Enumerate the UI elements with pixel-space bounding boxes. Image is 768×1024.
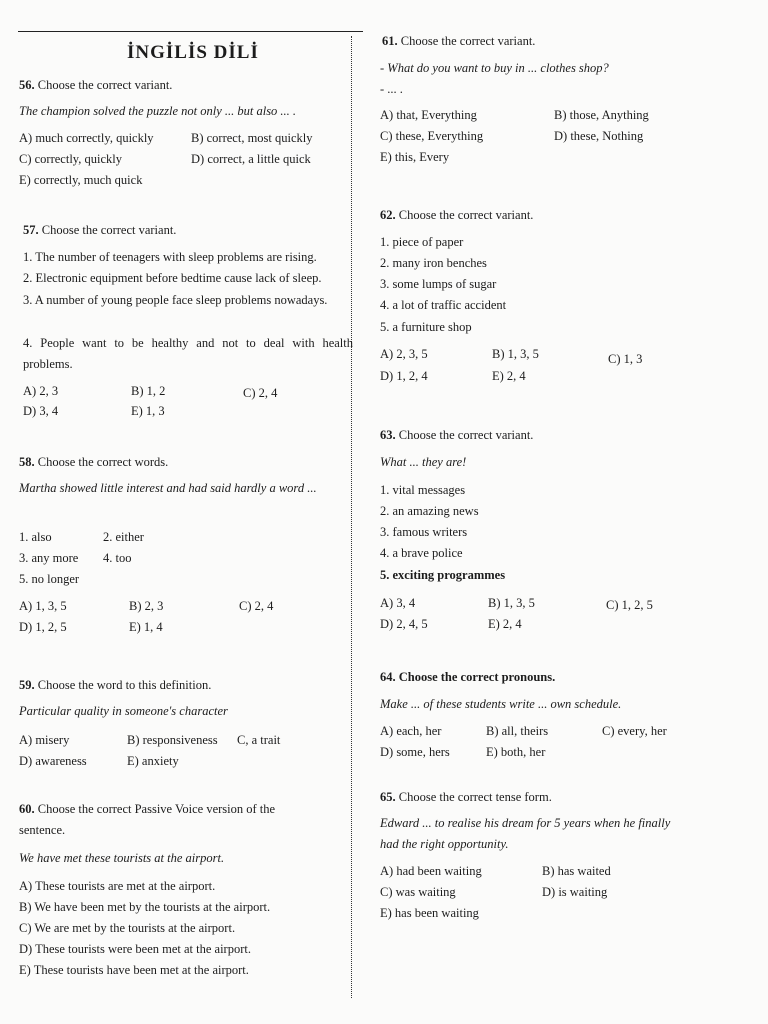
option-c[interactable]: C) was waiting — [380, 885, 456, 899]
option-d[interactable]: D) awareness — [19, 754, 87, 768]
option-e[interactable]: E) both, her — [486, 745, 546, 759]
option-b[interactable]: B) 1, 3, 5 — [492, 347, 539, 361]
option-b[interactable]: B) responsiveness — [127, 733, 218, 747]
column-divider — [351, 36, 352, 998]
question-sentence: What ... they are! — [380, 455, 467, 469]
question-prompt-continued: sentence. — [19, 823, 66, 837]
option-b[interactable]: B) all, theirs — [486, 724, 549, 738]
statement-3: 3. famous writers — [380, 525, 468, 539]
option-a[interactable]: A) each, her — [380, 724, 442, 738]
question-prompt: Choose the correct tense form. — [398, 790, 552, 804]
question-prompt: Choose the correct pronouns. — [398, 670, 556, 684]
question-prompt: Choose the correct variant. — [41, 223, 177, 237]
page-title: İNGİLİS DİLİ — [127, 42, 259, 63]
question-sentence: We have met these tourists at the airport. — [19, 851, 225, 865]
statement-2: 2. an amazing news — [380, 504, 479, 518]
question-prompt: Choose the correct variant. — [37, 78, 173, 92]
option-c[interactable]: C) 2, 4 — [243, 386, 278, 400]
question-prompt: Choose the correct words. — [37, 455, 169, 469]
word-3: 3. any more — [19, 551, 79, 565]
statement-1: 1. The number of teenagers with sleep problems are rising. — [23, 250, 317, 264]
dialogue-line-1: - What do you want to buy in ... clothes shop? — [380, 61, 609, 75]
question-sentence-continued: had the right opportunity. — [380, 837, 509, 851]
question-number: 57. — [23, 223, 39, 237]
option-e[interactable]: E) anxiety — [127, 754, 179, 768]
option-c[interactable]: C) these, Everything — [380, 129, 484, 143]
option-a[interactable]: A) that, Everything — [380, 108, 477, 122]
option-e[interactable]: E) 2, 4 — [492, 369, 526, 383]
question-sentence: Martha showed little interest and had said hardly a word ... — [19, 481, 317, 495]
option-c[interactable]: C) 1, 2, 5 — [606, 598, 653, 612]
question-sentence: Particular quality in someone's character — [19, 704, 228, 718]
statement-2: 2. Electronic equipment before bedtime cause lack of sleep. — [23, 271, 322, 285]
option-c[interactable]: C) 1, 3 — [608, 352, 643, 366]
question-prompt: Choose the correct Passive Voice version of the — [37, 802, 276, 816]
option-d[interactable]: D) these, Nothing — [554, 129, 644, 143]
statement-2: 2. many iron benches — [380, 256, 487, 270]
option-b[interactable]: B) 1, 3, 5 — [488, 596, 535, 610]
question-prompt: Choose the word to this definition. — [37, 678, 212, 692]
option-d[interactable]: D) 2, 4, 5 — [380, 617, 428, 631]
question-number: 64. — [380, 670, 396, 684]
option-b[interactable]: B) has waited — [542, 864, 611, 878]
word-2: 2. either — [103, 530, 144, 544]
question-number: 59. — [19, 678, 35, 692]
option-e[interactable]: E) 2, 4 — [488, 617, 522, 631]
question-number: 60. — [19, 802, 35, 816]
option-e[interactable]: E) has been waiting — [380, 906, 479, 920]
option-a[interactable]: A) misery — [19, 733, 70, 747]
option-b[interactable]: B) 1, 2 — [131, 384, 166, 398]
option-e[interactable]: E) 1, 3 — [131, 404, 165, 418]
option-e[interactable]: E) correctly, much quick — [19, 173, 143, 187]
question-sentence: Edward ... to realise his dream for 5 years when he finally — [380, 816, 671, 830]
option-a[interactable]: A) 3, 4 — [380, 596, 416, 610]
question-sentence: Make ... of these students write ... own schedule. — [380, 697, 622, 711]
option-a[interactable]: A) much correctly, quickly — [19, 131, 154, 145]
option-d[interactable]: D) correct, a little quick — [191, 152, 311, 166]
question-number: 65. — [380, 790, 396, 804]
statement-5: 5. exciting programmes — [380, 568, 506, 582]
question-sentence: The champion solved the puzzle not only ... but also ... . — [19, 104, 297, 118]
option-b[interactable]: B) those, Anything — [554, 108, 649, 122]
option-c[interactable]: C) correctly, quickly — [19, 152, 122, 166]
question-prompt: Choose the correct variant. — [400, 34, 536, 48]
statement-4: 4. a brave police — [380, 546, 463, 560]
option-d[interactable]: D) 1, 2, 4 — [380, 369, 428, 383]
option-d[interactable]: D) 3, 4 — [23, 404, 59, 418]
option-a[interactable]: A) had been waiting — [380, 864, 482, 878]
option-c[interactable]: C) every, her — [602, 724, 667, 738]
option-d[interactable]: D) These tourists were been met at the airport. — [19, 942, 251, 956]
option-d[interactable]: D) is waiting — [542, 885, 608, 899]
option-e[interactable]: E) These tourists have been met at the airport. — [19, 963, 249, 977]
option-a[interactable]: A) 1, 3, 5 — [19, 599, 67, 613]
option-b[interactable]: B) We have been met by the tourists at the airport. — [19, 900, 271, 914]
option-a[interactable]: A) These tourists are met at the airport. — [19, 879, 216, 893]
question-number: 56. — [19, 78, 35, 92]
option-b[interactable]: B) correct, most quickly — [191, 131, 313, 145]
statement-1: 1. vital messages — [380, 483, 466, 497]
option-e[interactable]: E) 1, 4 — [129, 620, 163, 634]
question-number: 58. — [19, 455, 35, 469]
word-4: 4. too — [103, 551, 132, 565]
dialogue-line-2: - ... . — [380, 82, 403, 96]
question-number: 62. — [380, 208, 396, 222]
option-c[interactable]: C) We are met by the tourists at the airport. — [19, 921, 236, 935]
statement-3: 3. A number of young people face sleep problems nowadays. — [23, 293, 328, 307]
option-e[interactable]: E) this, Every — [380, 150, 450, 164]
option-c[interactable]: C, a trait — [237, 733, 281, 747]
option-a[interactable]: A) 2, 3 — [23, 384, 59, 398]
option-d[interactable]: D) some, hers — [380, 745, 450, 759]
option-c[interactable]: C) 2, 4 — [239, 599, 274, 613]
option-d[interactable]: D) 1, 2, 5 — [19, 620, 67, 634]
word-5: 5. no longer — [19, 572, 80, 586]
option-a[interactable]: A) 2, 3, 5 — [380, 347, 428, 361]
statement-3: 3. some lumps of sugar — [380, 277, 497, 291]
statement-5: 5. a furniture shop — [380, 320, 472, 334]
option-b[interactable]: B) 2, 3 — [129, 599, 164, 613]
question-number: 63. — [380, 428, 396, 442]
statement-4: 4. a lot of traffic accident — [380, 298, 507, 312]
statement-1: 1. piece of paper — [380, 235, 464, 249]
question-number: 61. — [382, 34, 398, 48]
question-prompt: Choose the correct variant. — [398, 428, 534, 442]
question-prompt: Choose the correct variant. — [398, 208, 534, 222]
top-rule — [18, 31, 363, 32]
statement-4: 4. People want to be healthy and not to deal with health problems. — [23, 336, 353, 371]
word-1: 1. also — [19, 530, 52, 544]
